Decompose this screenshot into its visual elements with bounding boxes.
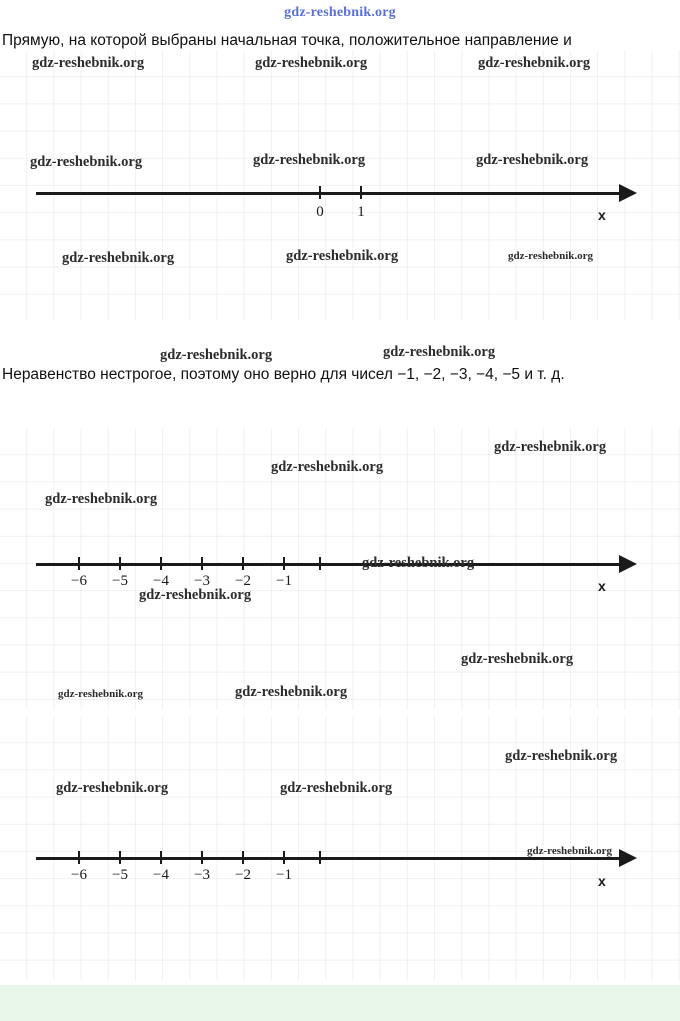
watermark: gdz-reshebnik.org (494, 439, 607, 455)
axis-tick (78, 557, 80, 570)
figure-number-line-3 (0, 716, 680, 981)
axis-line (36, 563, 621, 566)
axis-tick (242, 851, 244, 864)
watermark: gdz-reshebnik.org (508, 250, 594, 262)
watermark: gdz-reshebnik.org (56, 780, 169, 796)
watermark: gdz-reshebnik.org (30, 154, 143, 170)
tick-label: −3 (194, 573, 210, 589)
axis-tick (319, 186, 321, 199)
tick-label: −4 (153, 867, 169, 883)
axis-tick (360, 186, 362, 199)
watermark: gdz-reshebnik.org (461, 651, 574, 667)
axis-name-label: x (598, 207, 606, 223)
tick-label: −2 (235, 867, 251, 883)
tick-label: −1 (276, 867, 292, 883)
axis-line (36, 857, 621, 860)
watermark: gdz-reshebnik.org (527, 845, 613, 857)
axis-name-label: x (598, 873, 606, 889)
watermark: gdz-reshebnik.org (286, 248, 399, 264)
axis-tick (201, 557, 203, 570)
tick-label: −4 (153, 573, 169, 589)
watermark: gdz-reshebnik.org (505, 748, 618, 764)
watermark: gdz-reshebnik.org (58, 688, 144, 700)
watermark: gdz-reshebnik.org (280, 780, 393, 796)
axis-tick (201, 851, 203, 864)
watermark: gdz-reshebnik.org (476, 152, 589, 168)
axis-tick (160, 557, 162, 570)
watermark: gdz-reshebnik.org (139, 587, 252, 603)
figure-number-line-1 (0, 50, 680, 320)
tick-label: −6 (71, 867, 87, 883)
tick-label: 0 (316, 204, 324, 220)
axis-arrowhead (619, 849, 637, 867)
tick-label: −3 (194, 867, 210, 883)
tick-label: −1 (276, 573, 292, 589)
axis-tick (283, 851, 285, 864)
axis-line (36, 192, 621, 195)
watermark: gdz-reshebnik.org (478, 55, 591, 71)
paragraph-text-1: Прямую, на которой выбраны начальная точка, положительное направление и (2, 32, 572, 49)
axis-tick (242, 557, 244, 570)
tick-label: −5 (112, 867, 128, 883)
watermark: gdz-reshebnik.org (235, 684, 348, 700)
watermark: gdz-reshebnik.org (383, 344, 496, 360)
tick-label: 1 (357, 204, 365, 220)
watermark: gdz-reshebnik.org (160, 347, 273, 363)
page-footer-band (0, 985, 680, 1021)
axis-name-label: x (598, 578, 606, 594)
paragraph-text-2: Неравенство нестрогое, поэтому оно верно для чисел −1, −2, −3, −4, −5 и т. д. (2, 366, 565, 383)
watermark: gdz-reshebnik.org (32, 55, 145, 71)
watermark: gdz-reshebnik.org (62, 250, 175, 266)
tick-label: −2 (235, 573, 251, 589)
axis-tick (319, 557, 321, 570)
axis-tick (160, 851, 162, 864)
axis-tick (119, 851, 121, 864)
watermark: gdz-reshebnik.org (271, 459, 384, 475)
watermark: gdz-reshebnik.org (45, 491, 158, 507)
axis-arrowhead (619, 184, 637, 202)
tick-label: −5 (112, 573, 128, 589)
axis-arrowhead (619, 555, 637, 573)
figure-number-line-2 (0, 428, 680, 710)
site-watermark-header: gdz-reshebnik.org (284, 5, 396, 20)
axis-tick (283, 557, 285, 570)
tick-label: −6 (71, 573, 87, 589)
axis-tick (319, 851, 321, 864)
watermark: gdz-reshebnik.org (255, 55, 368, 71)
watermark: gdz-reshebnik.org (253, 152, 366, 168)
axis-tick (78, 851, 80, 864)
watermark: gdz-reshebnik.org (362, 555, 475, 571)
axis-tick (119, 557, 121, 570)
